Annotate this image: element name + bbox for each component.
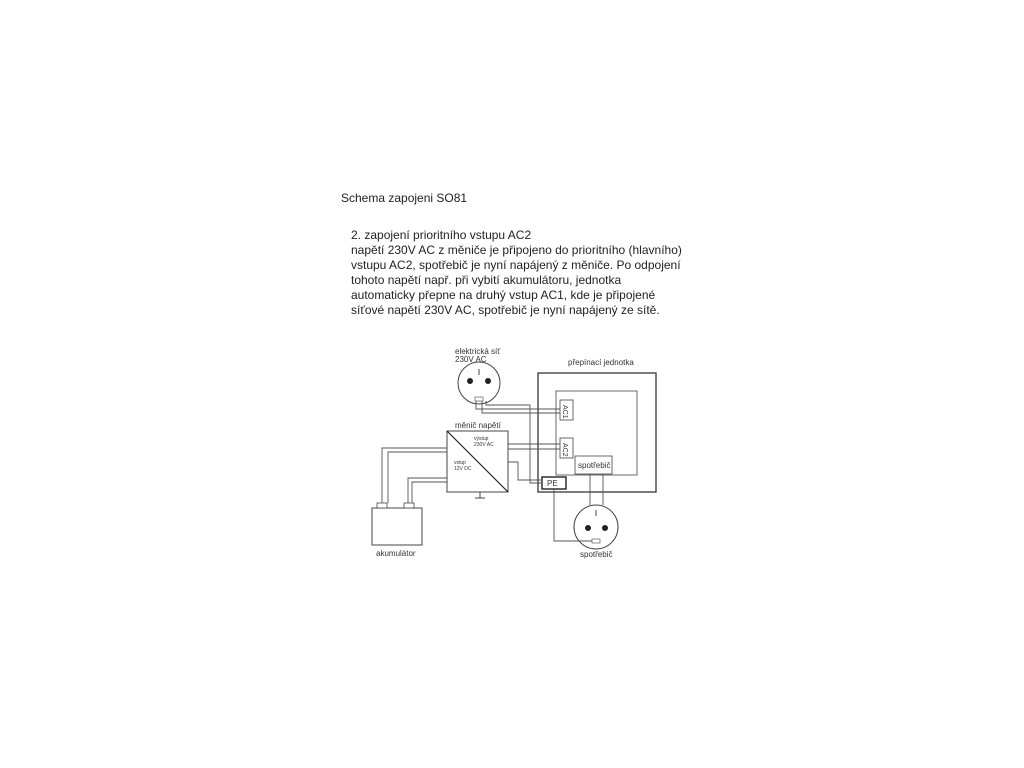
inverter-input-line2: 12V DC: [454, 466, 472, 472]
battery-icon: [372, 503, 422, 545]
battery-label: akumulátor: [376, 549, 416, 558]
ac1-input: [560, 400, 573, 420]
mains-label-line1: elektrická síť: [455, 347, 501, 356]
wire-battery-inverter-3: [388, 452, 447, 503]
inverter-input-line1: vstup: [454, 460, 466, 466]
description-line: síťové napětí 230V AC, spotřebič je nyní napájený ze sítě.: [351, 303, 660, 317]
pe-label: PE: [547, 479, 558, 488]
description-line: tohoto napětí např. při vybití akumulátoru, jednotka: [351, 273, 622, 287]
consumer-output-box: [575, 456, 612, 474]
consumer-label: spotřebič: [580, 550, 613, 559]
description-line: vstupu AC2, spotřebič je nyní napájený z měniče. Po odpojení: [351, 258, 681, 272]
consumer-box-label: spotřebič: [578, 461, 611, 470]
ac2-input: [560, 438, 573, 458]
wire-inverter-pe: [508, 462, 542, 480]
wire-battery-inverter-4: [412, 482, 447, 503]
ac1-label: AC1: [561, 405, 568, 419]
switch-unit-label: přepínací jednotka: [568, 358, 634, 367]
inverter-output-line2: 230V AC: [474, 442, 494, 448]
description-line: automaticky přepne na druhý vstup AC1, kde je připojené: [351, 288, 656, 302]
description-line: 2. zapojení prioritního vstupu AC2: [351, 228, 532, 242]
wire-mains-ac1-2: [482, 401, 560, 413]
mains-socket-icon: [458, 362, 500, 404]
document-title: Schema zapojeni SO81: [341, 191, 468, 205]
pe-terminal: [542, 477, 566, 489]
consumer-socket-icon: [574, 505, 618, 549]
inverter-output-line1: výstup: [474, 436, 489, 442]
inverter-label: měnič napětí: [455, 421, 501, 430]
mains-label-line2: 230V AC: [455, 355, 487, 364]
ac2-label: AC2: [561, 443, 568, 457]
wire-pe-consumer: [554, 489, 592, 541]
wire-battery-inverter-1: [382, 448, 447, 503]
description-line: napětí 230V AC z měniče je připojeno do prioritního (hlavního): [351, 243, 682, 257]
